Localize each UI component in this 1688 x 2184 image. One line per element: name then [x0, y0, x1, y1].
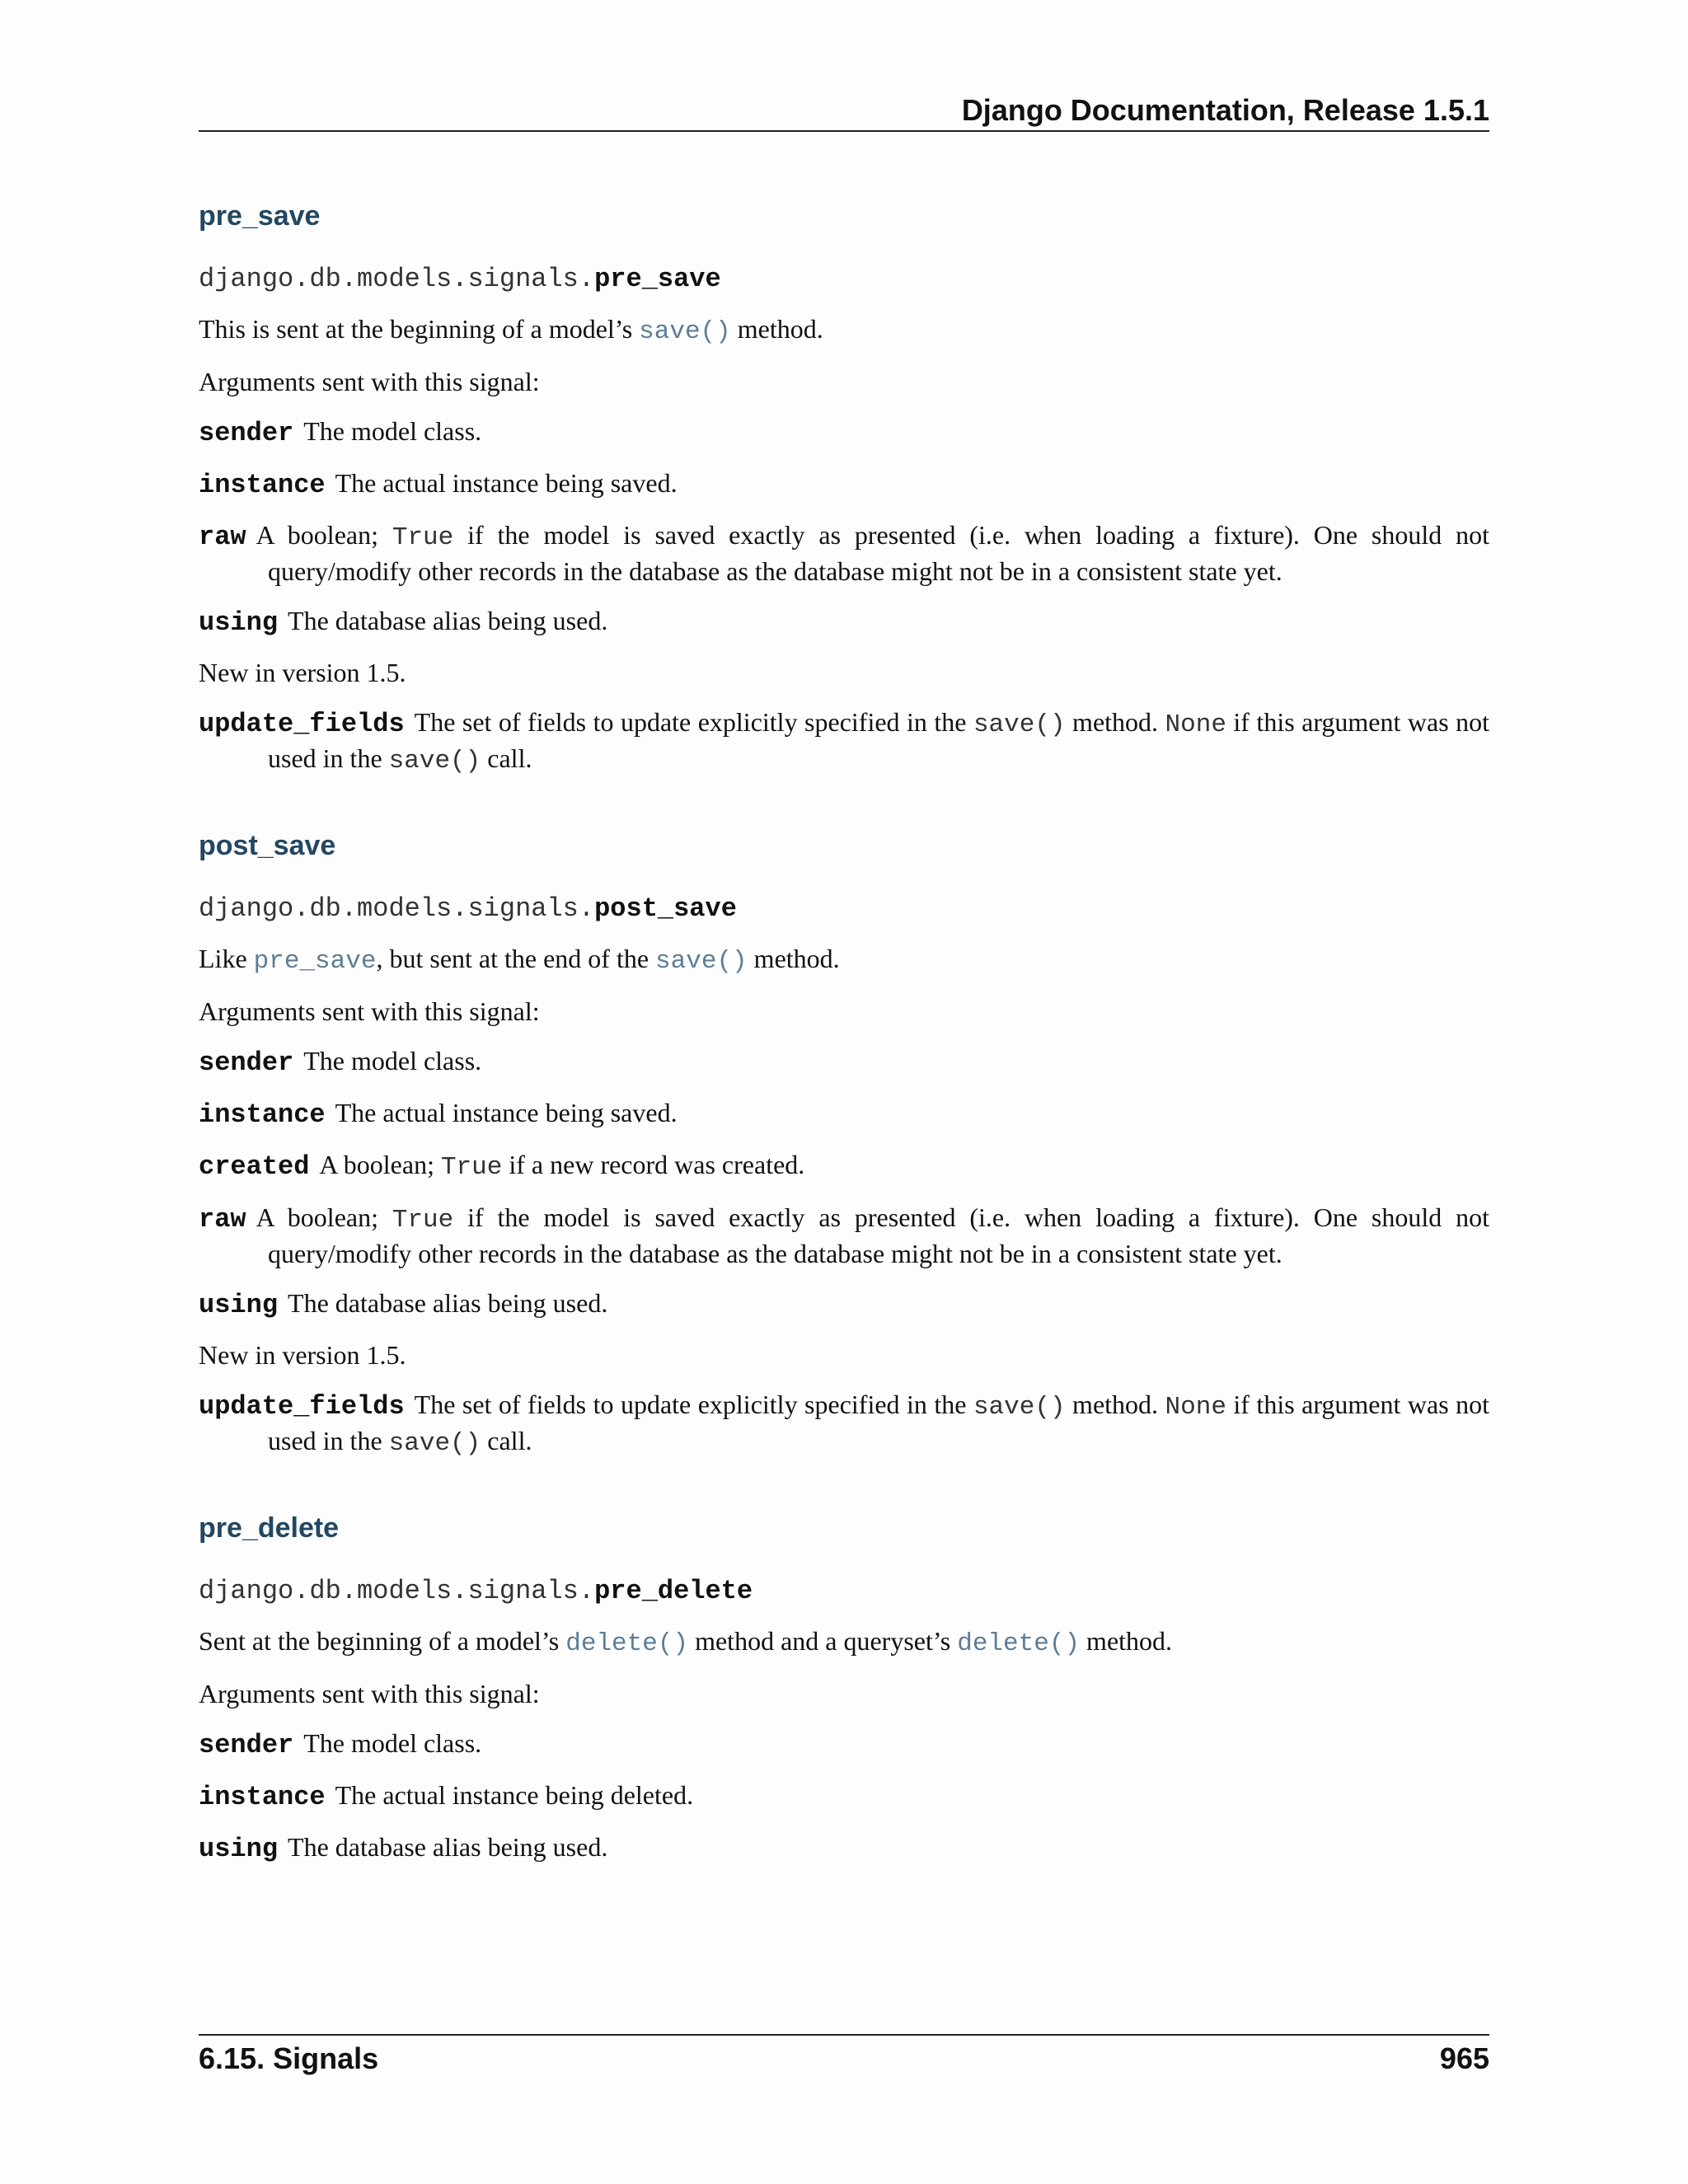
argument-name: using [199, 1290, 279, 1320]
signal-signature [199, 890, 1489, 926]
desc-text: method. [747, 944, 840, 973]
argument-update-fields [199, 705, 1489, 778]
argument-text: if this argument was not used in the [268, 707, 1490, 773]
argument-name: update_fields [199, 1391, 405, 1422]
argument-name: instance [199, 1782, 326, 1812]
argument-name: update_fields [199, 709, 405, 739]
arguments-intro: Arguments sent with this signal: [199, 996, 540, 1026]
argument-name: sender [199, 418, 294, 448]
argument-name: instance [199, 470, 326, 500]
inline-code: save() [973, 1393, 1066, 1422]
argument-text: The database alias being used. [288, 1288, 608, 1318]
signature-module: django.db.models.signals. [199, 264, 595, 294]
section-heading[interactable]: post_save [199, 830, 336, 861]
inline-code: True [392, 1206, 454, 1235]
argument-text: The database alias being used. [288, 606, 608, 635]
desc-text: , but sent at the end of the [376, 944, 656, 973]
argument-text: call. [481, 743, 532, 773]
arguments-intro: Arguments sent with this signal: [199, 367, 540, 396]
signature-name: pre_delete [594, 1576, 753, 1606]
argument-text: call. [481, 1426, 532, 1455]
desc-text: This is sent at the beginning of a model’s [199, 314, 640, 344]
page-footer [199, 2037, 1489, 2080]
footer-section-title: 6.15. Signals [199, 2041, 379, 2075]
desc-text: Like [199, 944, 254, 973]
desc-text: Sent at the beginning of a model’s [199, 1626, 566, 1656]
argument-name: sender [199, 1730, 294, 1760]
footer-rule [199, 2034, 1489, 2036]
arguments-intro: Arguments sent with this signal: [199, 1679, 540, 1708]
section-post-save [199, 827, 1489, 1460]
argument-update-fields [199, 1388, 1489, 1460]
signature-name: post_save [594, 893, 737, 924]
argument-raw [199, 1201, 1489, 1270]
delete-method-link[interactable]: delete() [565, 1629, 689, 1658]
version-note: New in version 1.5. [199, 658, 406, 687]
argument-text: The set of fields to update explicitly specified in the [414, 707, 973, 737]
argument-sender [199, 1727, 1489, 1762]
argument-instance [199, 1096, 1489, 1132]
argument-instance [199, 466, 1489, 502]
argument-text: if the model is saved exactly as presented (i.e. when loading a fixture). One should not query/modify other records in the database as the database might not be in a consistent state yet. [268, 520, 1490, 586]
section-heading[interactable]: pre_delete [199, 1512, 340, 1544]
argument-text: The set of fields to update explicitly specified in the [414, 1390, 973, 1419]
desc-text: method. [730, 314, 823, 344]
desc-text: method. [1080, 1626, 1173, 1656]
argument-text: A boolean; [319, 1150, 441, 1179]
signal-signature [199, 260, 1489, 296]
signature-name: pre_save [594, 264, 721, 294]
argument-text: The actual instance being saved. [335, 468, 678, 498]
argument-text: if this argument was not used in the [268, 1390, 1490, 1455]
inline-code: True [392, 523, 454, 552]
inline-code: None [1165, 1393, 1226, 1422]
argument-text: The database alias being used. [288, 1832, 608, 1862]
queryset-delete-link[interactable]: delete() [957, 1629, 1081, 1658]
signature-module: django.db.models.signals. [199, 1576, 595, 1606]
argument-text: The actual instance being saved. [335, 1098, 678, 1127]
signal-description [199, 312, 1489, 349]
section-heading[interactable]: pre_save [199, 200, 321, 232]
argument-name: raw [199, 1204, 246, 1235]
argument-name: created [199, 1151, 310, 1182]
argument-text: A boolean; [256, 1202, 392, 1232]
argument-text: A boolean; [256, 520, 392, 550]
section-pre-delete [199, 1510, 1489, 1866]
argument-text: The model class. [303, 1046, 482, 1076]
argument-using [199, 1286, 1489, 1322]
desc-text: method and a queryset’s [688, 1626, 958, 1656]
argument-text: method. [1065, 707, 1165, 737]
save-method-link[interactable]: save() [639, 317, 731, 346]
document-body [199, 181, 1489, 1915]
argument-text: if a new record was created. [502, 1150, 805, 1179]
argument-name: raw [199, 522, 246, 552]
section-pre-save [199, 198, 1489, 778]
argument-created [199, 1148, 1489, 1184]
argument-text: The model class. [303, 416, 482, 446]
inline-code: None [1165, 710, 1226, 739]
argument-text: if the model is saved exactly as presented (i.e. when loading a fixture). One should not query/modify other records in the database as the database might not be in a consistent state yet. [268, 1202, 1490, 1268]
signal-description [199, 1624, 1489, 1661]
argument-text: method. [1065, 1390, 1165, 1419]
inline-code: save() [388, 747, 481, 776]
argument-instance [199, 1779, 1489, 1814]
argument-name: using [199, 607, 279, 638]
argument-name: instance [199, 1099, 326, 1130]
argument-sender [199, 1044, 1489, 1080]
pre-save-link[interactable]: pre_save [253, 947, 377, 976]
inline-code: True [440, 1153, 503, 1182]
argument-using [199, 604, 1489, 640]
version-note: New in version 1.5. [199, 1340, 406, 1370]
argument-using [199, 1830, 1489, 1866]
argument-text: The actual instance being deleted. [335, 1780, 694, 1810]
signal-signature [199, 1572, 1489, 1608]
argument-sender [199, 415, 1489, 450]
argument-text: The model class. [303, 1728, 482, 1758]
inline-code: save() [973, 710, 1066, 739]
argument-raw [199, 518, 1489, 588]
page-header-title: Django Documentation, Release 1.5.1 [961, 93, 1489, 127]
argument-name: sender [199, 1047, 294, 1078]
page-number: 965 [1439, 2041, 1489, 2075]
inline-code: save() [388, 1429, 481, 1458]
signal-description [199, 942, 1489, 978]
signature-module: django.db.models.signals. [199, 893, 595, 924]
header-rule [199, 130, 1489, 132]
save-method-link[interactable]: save() [655, 947, 748, 976]
argument-name: using [199, 1834, 279, 1864]
